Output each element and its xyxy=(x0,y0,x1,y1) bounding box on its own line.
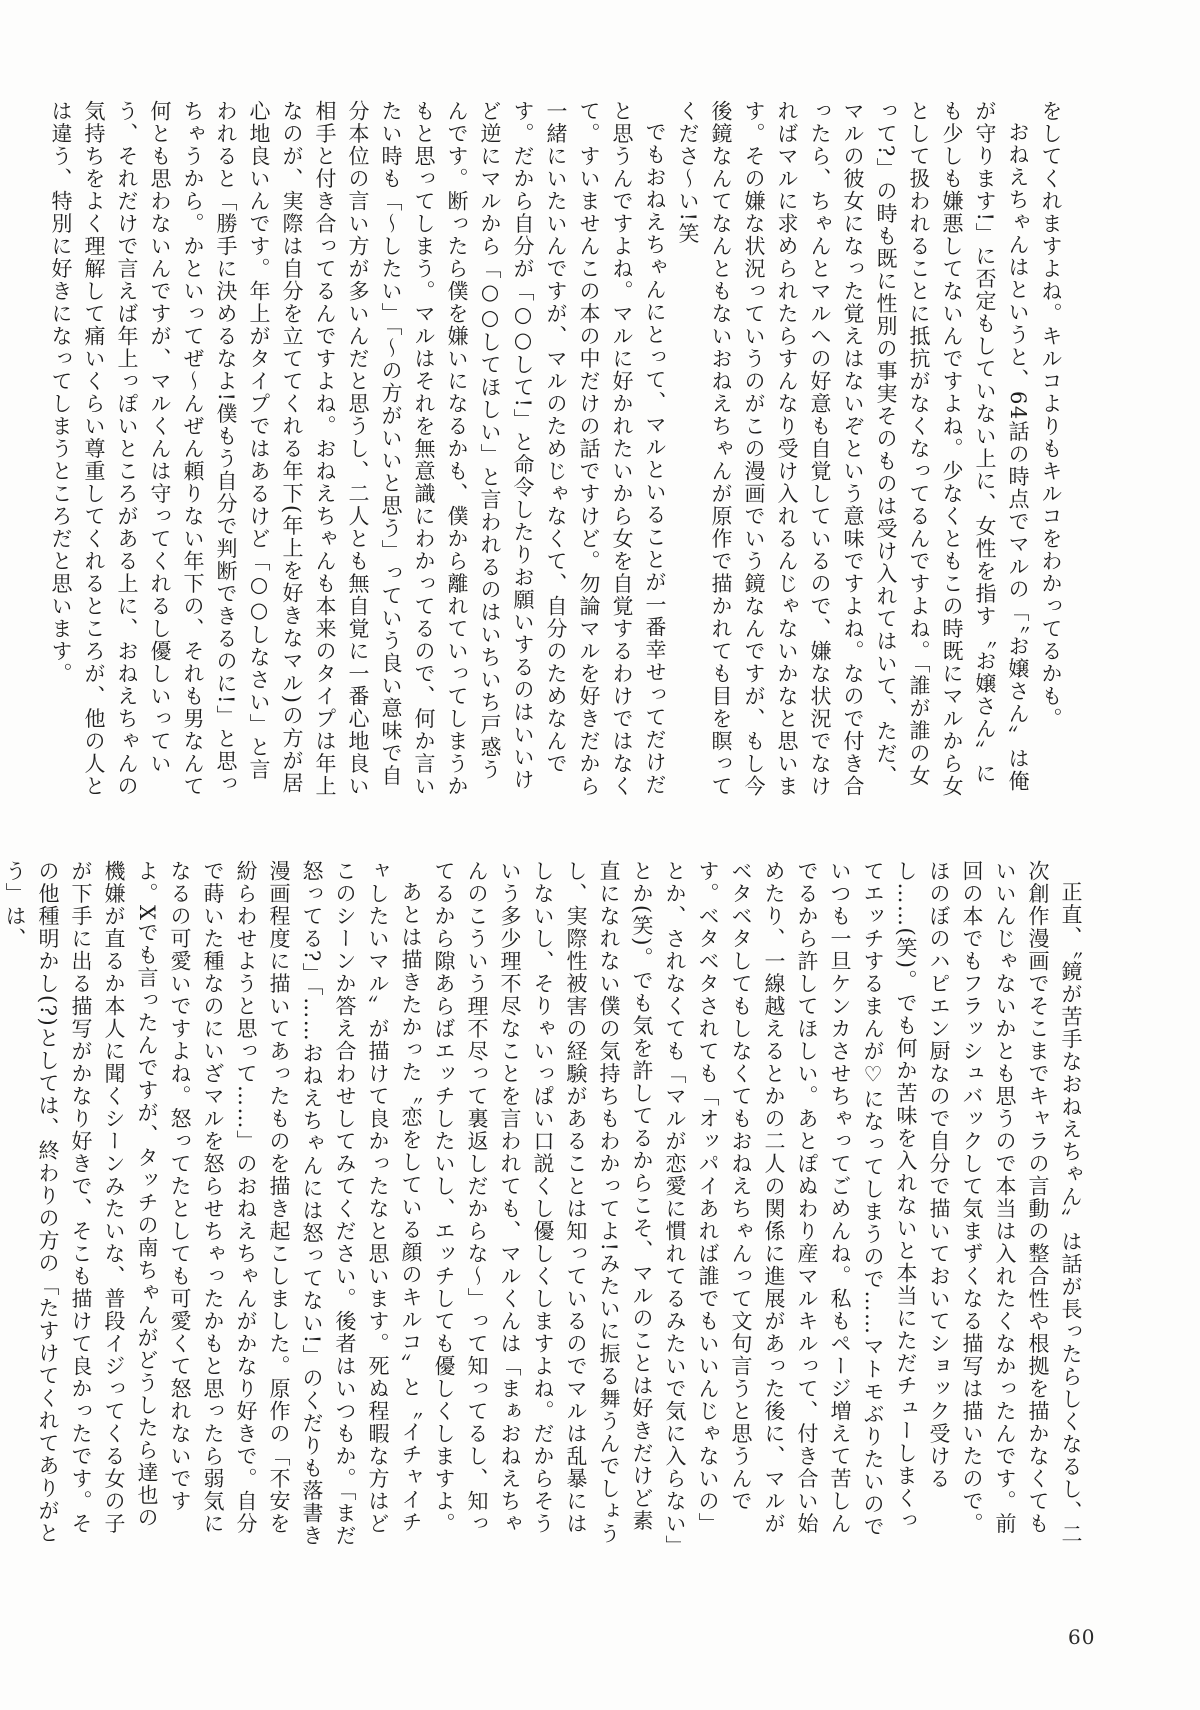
bottom-paragraph-atoha: あとは描きたかった〝恋をしている顔のキルコ〟と〝イチャイチャしたいマル〟が描けて良かったなと思います。死ぬ程暇な方はどこのシーンか答え合わせしてみてください。後者はいつもか。「まだ怒ってる?」「……おねえちゃんには怒ってない!」のくだりも落書き漫画程度に描いてあったものを描き起こしました。原作の「不安を紛らわせようと思って……」のおねえちゃんがかなり好きで。自分で蒔いた種なのにいざマルを怒らせちゃったかもと思ったら弱気になるの可愛いですよね。怒ってたとしても可愛くて怒れないですよ。Xでも言ったんですが、タッチの南ちゃんがどうしたら達也の機嫌が直るか本人に聞くシーンみたいな、普段イジってくる女の子が下手に出る描写がかなり好きで、そこも描けて良かったです。その他種明かし(?)としては、終わりの方の「たすけてくれてありがとう」は、 xyxy=(3,860,423,1548)
top-paragraph-oneechan: おねえちゃんはというと、64話の時点でマルの「〝お嬢さん〟は俺が守ります!」に否定もしていない上に、女性を指す〝お嬢さん〟にも少しも嫌悪してないんですよね。少なくともこの時既にマルから女として扱われることに抵抗がなくなってるんですよね。「誰が誰の女って?」の時も既に性別の事実そのものは受け入れてはいて、ただ、マルの彼女になった覚えはないぞという意味ですよね。なので付き合ったら、ちゃんとマルへの好意も自覚しているので、嫌な状況でなければマルに求められたらすんなり受け入れるんじゃないかなと思います。その嫌な状況っていうのがこの漫画でいう鏡なんですが、もし今後鏡なんてなんともないおねえちゃんが原作で描かれても目を瞑ってくださ〜い!笑 xyxy=(676,100,1030,798)
bottom-text-block xyxy=(3,860,1087,1548)
bottom-paragraph-shoujiki: 正直、〝鏡が苦手なおねえちゃん〟は話が長ったらしくなるし、二次創作漫画でそこまでキャラの言動の整合性や根拠を描かなくてもいいんじゃないかとも思うので本当は入れたくなかったんです。前回の本でもフラッシュバックして気まずくなる描写は描いたので。ほのぼのハピエン厨なので自分で描いておいてショック受けるし……(笑)。でも何か苦味を入れないと本当にただチューしまくってエッチするまんが♡になってしまうので……マトモぶりたいのでいつも一旦ケンカさせちゃってごめんね。私もページ増えて苦しんでるから許してほしい。あとぽぬわり産マルキルって、付き合い始めたり、一線越えるとかの二人の関係に進展があった後に、マルがベタベタしてもしなくてもおねえちゃんって文句言うと思うんです。ベタベタされても「オッパイあれば誰でもいいんじゃないの」とか、されなくても「マルが恋愛に慣れてるみたいで気に入らない」とか(笑)。でも気を許してるからこそ、マルのことは好きだけど素直になれない僕の気持ちもわかってよ!みたいに振る舞うんでしょうし、実際性被害の経験があることは知っているのでマルは乱暴にはしないし、そりゃいっぱい口説くし優しくしますよね。だからそういう多少理不尽なことを言われても、マルくんは「まぁおねえちゃんのこういう理不尽って裏返しだからな〜」って知ってるし、知ってるから隙あらばエッチしたいし、エッチしても優しくしますよ。 xyxy=(432,860,1083,1547)
top-paragraph-demo-oneechan: でもおねえちゃんにとって、マルといることが一番幸せってだけだと思うんですよね。マルに好かれたいから女を自覚するわけではなくて。すいませんこの本の中だけの話ですけど。勿論マルを好きだから一緒にいたいんですが、マルのためじゃなくて、自分のためなんです。だから自分が「○○して!」と命令したりお願いするのはいいけど逆にマルから「○○してほしい」と言われるのはいちいち戸惑うんです。断ったら僕を嫌いになるかも、僕から離れていってしまうかもと思ってしまう。マルはそれを無意識にわかってるので、何か言いたい時も「〜したい」「〜の方がいいと思う」っていう良い意味で自分本位の言い方が多いんだと思うし、二人とも無自覚に一番心地良い相手と付き合ってるんですよね。おねえちゃんも本来のタイプは年上なのが、実際は自分を立ててくれる年下(年上を好きなマル)の方が居心地良いんです。年上がタイプではあるけど「○○しなさい」と言われると「勝手に決めるなよ!僕もう自分で判断できるのに!」と思っちゃうから。かといってぜ〜んぜん頼りない年下の、それも男なんて何とも思わないんですが、マルくんは守ってくれるし優しいっていう、それだけで言えば年上っぽいところがある上に、おねえちゃんの気持ちをよく理解して痛いくらい尊重してくれるところが、他の人とは違う、特別に好きになってしまうところだと思います。 xyxy=(49,100,667,798)
top-paragraph-continuation: をしてくれますよね。キルコよりもキルコをわかってるかも。 xyxy=(1039,100,1063,730)
top-text-block xyxy=(49,100,1067,802)
page-number: 60 xyxy=(1068,1625,1096,1649)
